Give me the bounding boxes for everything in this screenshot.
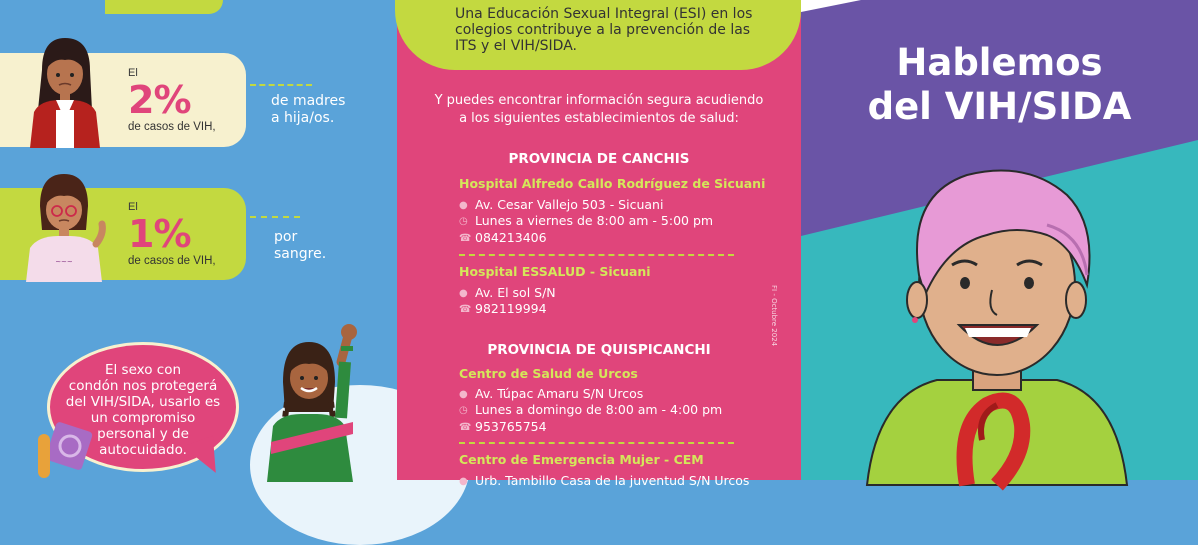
facility-address	[459, 196, 759, 212]
girl-avatar-raised-fist	[257, 322, 367, 482]
top-stat-card-fragment	[105, 0, 223, 14]
condom-package-icon	[34, 420, 90, 480]
stat-percent: 1%	[128, 212, 191, 256]
hours-text: Lunes a domingo de 8:00 am - 4:00 pm	[475, 402, 723, 417]
facility-phone[interactable]	[459, 229, 759, 245]
location-pin-icon: ●	[459, 476, 468, 487]
hours-text: Lunes a viernes de 8:00 am - 5:00 pm	[475, 213, 714, 228]
facility-hours	[459, 212, 759, 228]
intro-line: a los siguientes establecimientos de salud:	[459, 111, 739, 126]
esi-line: colegios contribuye a la prevención de las	[455, 22, 751, 38]
esi-line: Una Educación Sexual Integral (ESI) en los	[455, 6, 753, 22]
intro-text	[417, 92, 781, 128]
phone-icon: ☎	[459, 304, 472, 315]
dashed-separator	[459, 442, 734, 444]
bubble-line: condón nos protegerá	[68, 378, 218, 394]
facility-name: Centro de Salud de Urcos	[459, 366, 638, 381]
title-line: Hablemos	[896, 41, 1103, 84]
dashed-connector	[250, 84, 312, 86]
facility-phone[interactable]	[459, 300, 759, 316]
intro-line: Y puedes encontrar información segura acudiendo	[434, 93, 764, 108]
province-title: PROVINCIA DE CANCHIS	[508, 151, 690, 167]
phone-text[interactable]: 953765754	[475, 419, 547, 434]
stat-tail-line: de madres	[271, 93, 346, 109]
bubble-line: personal y de	[97, 426, 189, 442]
stat-tail-line: sangre.	[274, 246, 327, 262]
dashed-separator	[459, 254, 734, 256]
facility-name: Hospital ESSALUD - Sicuani	[459, 264, 651, 279]
cover-title	[801, 41, 1198, 129]
phone-icon: ☎	[459, 422, 472, 433]
esi-line: ITS y el VIH/SIDA.	[455, 38, 577, 54]
print-date-note: FI - Octubre 2024	[770, 285, 778, 347]
bubble-line: un compromiso	[90, 410, 196, 426]
middle-panel	[397, 0, 801, 488]
girl-avatar-glasses	[18, 164, 110, 282]
address-text: Av. Cesar Vallejo 503 - Sicuani	[475, 197, 664, 212]
right-panel	[801, 0, 1198, 480]
facility-address	[459, 472, 759, 488]
phone-text[interactable]: 084213406	[475, 230, 547, 245]
facility-hours	[459, 401, 759, 417]
location-pin-icon: ●	[459, 389, 468, 400]
stat-percent: 2%	[128, 78, 191, 122]
bubble-line: del VIH/SIDA, usarlo es	[65, 394, 221, 410]
address-text: Av. Túpac Amaru S/N Urcos	[475, 386, 644, 401]
facility-address	[459, 385, 759, 401]
title-line: del VIH/SIDA	[867, 85, 1132, 128]
clock-icon: ◷	[459, 216, 468, 227]
location-pin-icon: ●	[459, 288, 468, 299]
phone-text[interactable]: 982119994	[475, 301, 547, 316]
stat-tail-text	[271, 93, 345, 127]
bubble-line: autocuidado.	[99, 442, 187, 458]
stat-tail-line: por	[274, 229, 298, 245]
phone-icon: ☎	[459, 233, 472, 244]
facility-name: Hospital Alfredo Callo Rodríguez de Sicuani	[459, 176, 766, 191]
facility-name: Centro de Emergencia Mujer - CEM	[459, 452, 704, 467]
stat-tail-text	[274, 229, 326, 263]
address-text: Av. El sol S/N	[475, 285, 556, 300]
stat-subtext: de casos de VIH,	[128, 255, 216, 267]
clock-icon: ◷	[459, 405, 468, 416]
facility-address	[459, 284, 759, 300]
dashed-connector	[250, 216, 300, 218]
bubble-line: El sexo con	[104, 362, 182, 378]
girl-avatar-sad	[20, 30, 110, 148]
stat-prefix: El	[128, 201, 138, 213]
address-text: Urb. Tambillo Casa de la juventud S/N Urcos	[475, 473, 750, 488]
province-title: PROVINCIA DE QUISPICANCHI	[487, 342, 711, 358]
stat-subtext: de casos de VIH,	[128, 121, 216, 133]
person-illustration	[847, 165, 1147, 485]
stat-tail-line: a hija/os.	[271, 110, 335, 126]
facility-phone[interactable]	[459, 418, 759, 434]
location-pin-icon: ●	[459, 200, 468, 211]
stat-prefix: El	[128, 67, 138, 79]
left-panel	[0, 0, 397, 480]
svg-text:~~~: ~~~	[55, 258, 73, 266]
esi-text	[455, 6, 765, 54]
